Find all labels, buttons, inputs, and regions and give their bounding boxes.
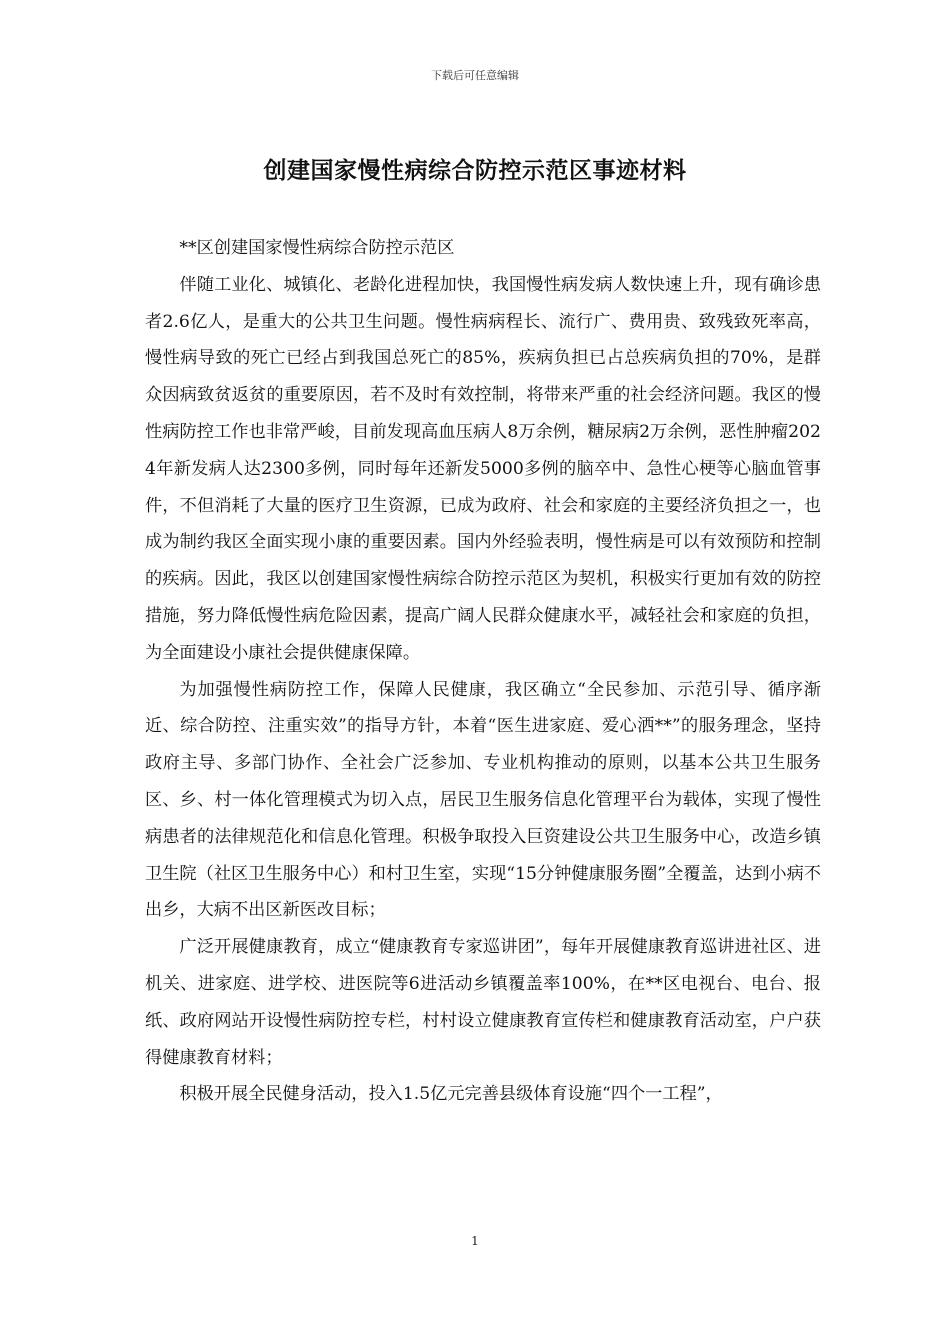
page-number: 1 xyxy=(471,1234,479,1248)
body-paragraph: 为加强慢性病防控工作，保障人民健康，我区确立“全民参加、示范引导、循序渐近、综合防控、注重实效”的指导方针，本着“医生进家庭、爱心洒**”的服务理念，坚持政府主导、多部门协作、全社会广泛参加、专业机构推动的原则，以基本公共卫生服务区、乡、村一体化管理模式为切入点，居民卫生服务信息化管理平台为载体，实现了慢性病患者的法律规范化和信息化管理。积极争取投入巨资建设公共卫生服务中心，改造乡镇卫生院（社区卫生服务中心）和村卫生室，实现“15分钟健康服务圈”全覆盖，达到小病不出乡，大病不出区新医改目标； xyxy=(145,679,821,921)
body-paragraph: 伴随工业化、城镇化、老龄化进程加快，我国慢性病发病人数快速上升，现有确诊患者2.6亿人，是重大的公共卫生问题。慢性病病程长、流行广、费用贵、致残致死率高，慢性病导致的死亡已经占到我国总死亡的85%，疾病负担已占总疾病负担的70%，是群众因病致贫返贫的重要原因，若不及时有效控制，将带来严重的社会经济问题。我区的慢性病防控工作也非常严峻，目前发现高血压病人8万余例，糖尿病2万余例，恶性肿瘤2024年新发病人达2300多例，同时每年还新发5000多例的脑卒中、急性心梗等心脑血管事件，不但消耗了大量的医疗卫生资源，已成为政府、社会和家庭的主要经济负担之一，也成为制约我区全面实现小康的重要因素。国内外经验表明，慢性病是可以有效预防和控制的疾病。因此，我区以创建国家慢性病综合防控示范区为契机，积极实行更加有效的防控措施，努力降低慢性病危险因素，提高广阔人民群众健康水平，减轻社会和家庭的负担，为全面建设小康社会提供健康保障。 xyxy=(145,274,821,663)
document-body xyxy=(145,230,821,1113)
subtitle-paragraph: **区创建国家慢性病综合防控示范区 xyxy=(179,238,455,258)
body-paragraph: 广泛开展健康教育，成立“健康教育专家巡讲团”，每年开展健康教育巡讲进社区、进机关、进家庭、进学校、进医院等6进活动乡镇覆盖率100%，在**区电视台、电台、报纸、政府网站开设慢性病防控专栏，村村设立健康教育宣传栏和健康教育活动室，户户获得健康教育材料； xyxy=(145,937,821,1068)
header-note: 下载后可任意编辑 xyxy=(431,69,519,82)
body-paragraph: 积极开展全民健身活动，投入1.5亿元完善县级体育设施“四个一工程”， xyxy=(179,1084,723,1105)
document-title: 创建国家慢性病综合防控示范区事迹材料 xyxy=(263,158,687,184)
